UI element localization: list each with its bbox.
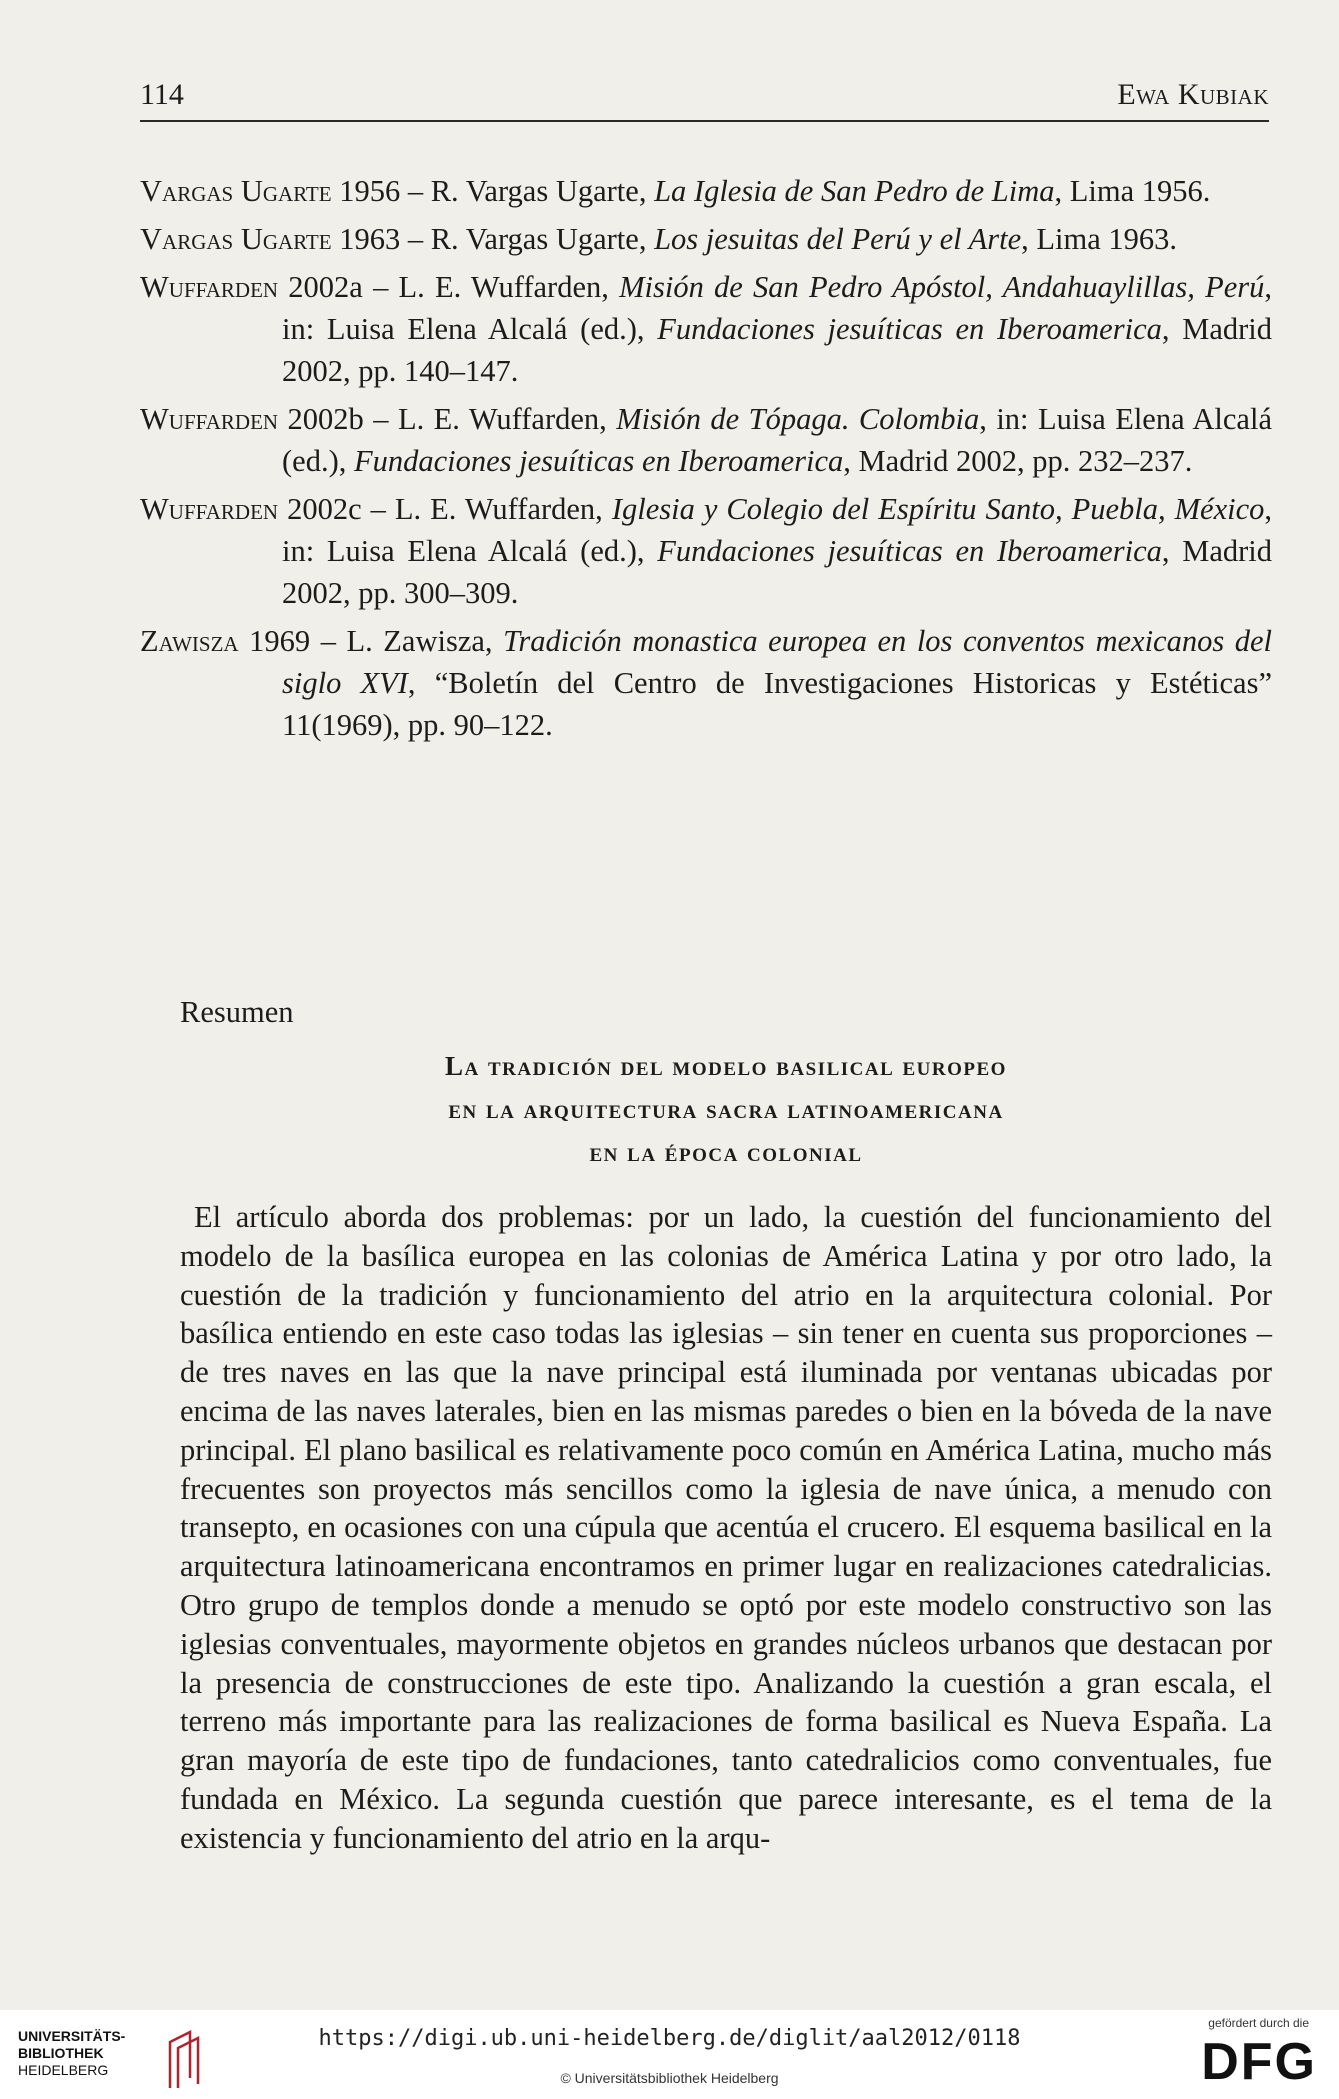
running-author: Ewa Kubiak [1117, 78, 1269, 111]
summary-title-line: La tradición del modelo basilical europeo [445, 1051, 1007, 1081]
entry-title: Fundaciones jesuíticas en Iberoamerica [353, 444, 844, 478]
bibliography-entry [140, 218, 1272, 260]
summary-label: Resumen [180, 995, 294, 1029]
library-name-line: BIBLIOTHEK [18, 2045, 104, 2061]
copyright-notice: © Universitätsbibliothek Heidelberg [560, 2070, 779, 2086]
bibliography-entry [140, 488, 1272, 614]
entry-text: , in: Luisa Elena Alcalá (ed.), [282, 492, 1273, 568]
entry-title: Iglesia y Colegio del Espíritu Santo, Puebla, México [611, 492, 1265, 526]
running-header [140, 78, 1269, 122]
entry-text: , Lima 1956. [1054, 174, 1211, 208]
summary-body: El artículo aborda dos problemas: por un lado, la cuestión del funcionamiento del modelo de la basílica europea en las colonias de América Latina y por otro lado, la cuestión de la tradición y funcionamiento del atrio en la arquitectura colonial. Por basílica entiendo en este caso todas las iglesias – sin tener en cuenta sus proporciones – de tres naves en las que la nave principal está iluminada por ventanas ubicadas por encima de las naves laterales, bien en las mismas paredes o bien en la bóveda de la nave principal. El plano basilical es relativamente poco común en América Latina, mucho más frecuentes son proyectos más sencillos como la iglesia de nave única, a menudo con transepto, en ocasiones con una cúpula que acentúa el crucero. El esquema basilical en la arquitectura latinoamericana encontramos en primer lugar en realizaciones catedralicias. Otro grupo de templos donde a menudo se optó por este modelo constructivo son las iglesias conventuales, mayormente objetos en grandes núcleos urbanos que destacan por la presencia de construcciones de este tipo. Analizando la cuestión a gran escala, el terreno más importante para las realizaciones de forma basilical es Nueva España. La gran mayoría de este tipo de fundaciones, tanto catedralicios como conventuales, fue fundada en México. La segunda cuestión que parece interesante, es el tema de la existencia y funcionamiento del atrio en la arqu- [180, 1200, 1272, 1855]
entry-key: Wuffarden [140, 270, 279, 304]
dfg-logo: DFG [1201, 2033, 1317, 2091]
entry-key: Vargas Ugarte [140, 222, 332, 256]
summary-title-line: en la arquitectura sacra latinoamericana [448, 1094, 1004, 1124]
bibliography-entry [140, 170, 1272, 212]
entry-text: , in: Luisa Elena Alcalá (ed.), [282, 402, 1272, 478]
bibliography-list [140, 170, 1272, 752]
entry-text: 2002a – L. E. Wuffarden, [278, 270, 620, 304]
entry-title: La Iglesia de San Pedro de Lima [654, 174, 1055, 208]
summary-title [180, 1045, 1272, 1174]
entry-text: 1969 – L. Zawisza, [238, 624, 504, 658]
entry-text: , Madrid 2002, pp. 140–147. [282, 312, 1272, 388]
entry-text: , in: Luisa Elena Alcalá (ed.), [282, 270, 1273, 346]
funding-caption: gefördert durch die [1208, 2016, 1309, 2030]
permalink-url[interactable]: https://digi.ub.uni-heidelberg.de/diglit/aal2012/0118 [318, 2026, 1021, 2051]
entry-text: , Lima 1963. [1021, 222, 1178, 256]
entry-text: , Madrid 2002, pp. 300–309. [282, 534, 1272, 610]
entry-title: Los jesuitas del Perú y el Arte [654, 222, 1022, 256]
entry-text: , Madrid 2002, pp. 232–237. [843, 444, 1193, 478]
entry-text: , “Boletín del Centro de Investigaciones Historicas y Estéticas” 11(1969), pp. 90–122. [282, 666, 1272, 742]
summary-title-line: en la época colonial [589, 1137, 863, 1167]
entry-text: 2002b – L. E. Wuffarden, [278, 402, 617, 436]
entry-title: Fundaciones jesuíticas en Iberoamerica [657, 534, 1162, 568]
library-name-line: UNIVERSITÄTS- [18, 2028, 126, 2044]
entry-text: 1963 – R. Vargas Ugarte, [331, 222, 655, 256]
entry-title: Misión de Tópaga. Colombia [616, 402, 980, 436]
entry-key: Vargas Ugarte [140, 174, 332, 208]
entry-text: 2002c – L. E. Wuffarden, [278, 492, 612, 526]
bibliography-entry [140, 398, 1272, 482]
digitization-footer [0, 2010, 1339, 2099]
entry-key: Wuffarden [140, 492, 279, 526]
library-name-line: HEIDELBERG [18, 2062, 109, 2078]
bibliography-entry [140, 620, 1272, 746]
bibliography-entry [140, 266, 1272, 392]
entry-title: Tradición monastica europea en los conventos mexicanos del siglo XVI [282, 624, 1273, 700]
entry-title: Misión de San Pedro Apóstol, Andahuaylillas, Perú [619, 270, 1265, 304]
entry-key: Wuffarden [140, 402, 279, 436]
page-number: 114 [140, 78, 184, 111]
entry-title: Fundaciones jesuíticas en Iberoamerica [657, 312, 1162, 346]
entry-key: Zawisza [140, 624, 239, 658]
entry-text: 1956 – R. Vargas Ugarte, [331, 174, 655, 208]
